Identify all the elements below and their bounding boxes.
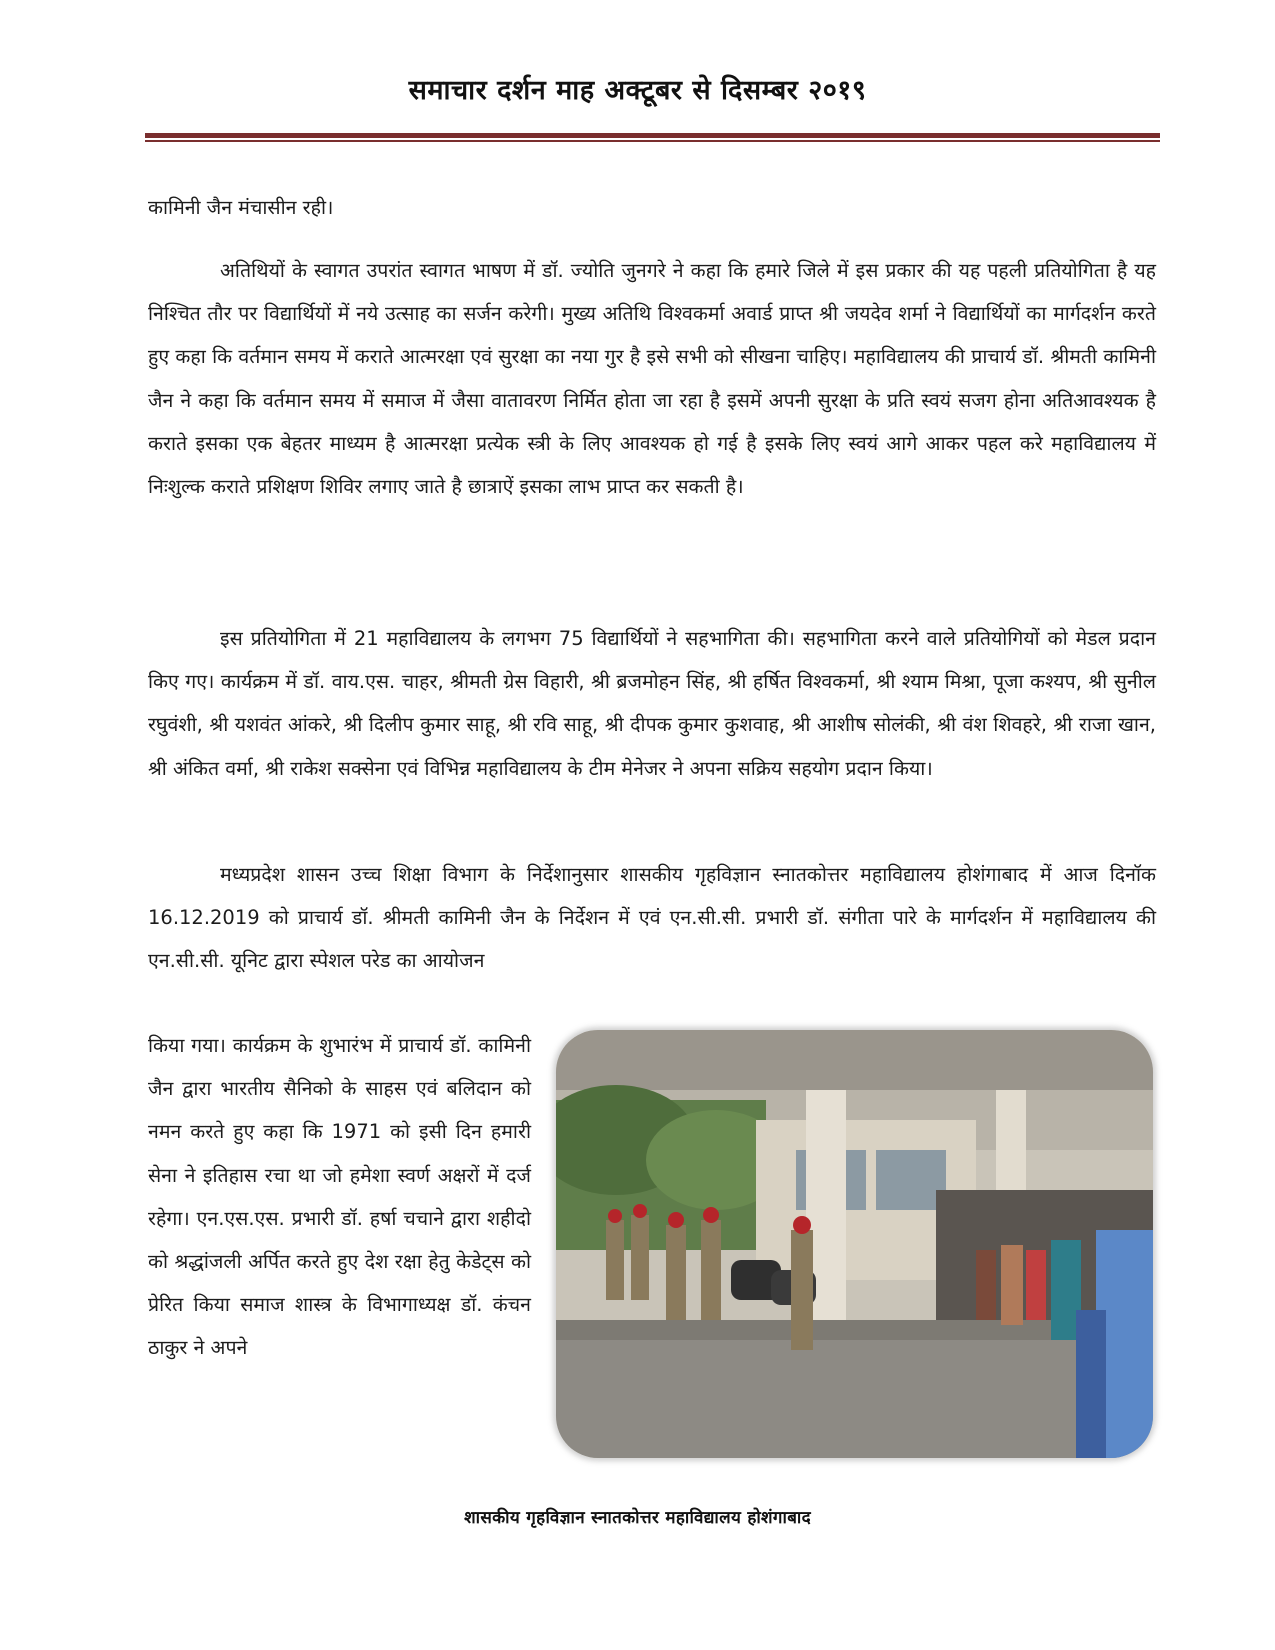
paragraph-welcome-speech: अतिथियों के स्वागत उपरांत स्वागत भाषण में डॉ. ज्योति जुनगरे ने कहा कि हमारे जिले में इस प्रकार की यह पहली प्रतियोगिता है यह निश्चित तौर पर विद्यार्थियों में नये उत्साह का सर्जन करेगी। मुख्य अतिथि विश्वकर्मा अवार्ड प्राप्त श्री जयदेव शर्मा ने विद्यार्थियों का मार्गदर्शन करते हुए कहा कि वर्तमान समय में कराते आत्मरक्षा एवं सुरक्षा का नया गुर है इसे सभी को सीखना चाहिए। महाविद्यालय की प्राचार्य डॉ. श्रीमती कामिनी जैन ने कहा कि वर्तमान समय में समाज में जैसा वातावरण निर्मित होता जा रहा है इसमें अपनी सुरक्षा के प्रति स्वयं सजग होना अतिआवश्यक है कराते इसका एक बेहतर माध्यम है आत्मरक्षा प्रत्येक स्त्री के लिए आवश्यक हो गई है इसके लिए स्वयं आगे आकर पहल करे महाविद्यालय में निःशुल्क कराते प्रशिक्षण शिविर लगाए जाते है छात्राऐं इसका लाभ प्राप्त कर सकती है।: [148, 259, 1156, 499]
paragraph-intro: कामिनी जैन मंचासीन रही।: [148, 196, 334, 219]
page-footer: शासकीय गृहविज्ञान स्नातकोत्तर महाविद्यालय होशंगाबाद: [464, 1508, 811, 1528]
ncc-parade-photo: [556, 1030, 1153, 1458]
header-rule-thick: [145, 133, 1160, 138]
paragraph-competition: इस प्रतियोगिता में 21 महाविद्यालय के लगभग 75 विद्यार्थियों ने सहभागिता की। सहभागिता करने वाले प्रतियोगियों को मेडल प्रदान किए गए। कार्यक्रम में डॉ. वाय.एस. चाहर, श्रीमती ग्रेस विहारी, श्री ब्रजमोहन सिंह, श्री हर्षित विश्वकर्मा, श्री श्याम मिश्रा, पूजा कश्यप, श्री सुनील रघुवंशी, श्री यशवंत आंकरे, श्री दिलीप कुमार साहू, श्री रवि साहू, श्री दीपक कुमार कुशवाह, श्री आशीष सोलंकी, श्री वंश शिवहरे, श्री राजा खान, श्री अंकित वर्मा, श्री राकेश सक्सेना एवं विभिन्न महाविद्यालय के टीम मेनेजर ने अपना सक्रिय सहयोग प्रदान किया।: [148, 627, 1156, 780]
paragraph-ncc-continued: किया गया। कार्यक्रम के शुभारंभ में प्राचार्य डॉ. कामिनी जैन द्वारा भारतीय सैनिको के साहस एवं बलिदान को नमन करते हुए कहा कि 1971 को इसी दिन हमारी सेना ने इतिहास रचा था जो हमेशा स्वर्ण अक्षरों में दर्ज रहेगा। एन.एस.एस. प्रभारी डॉ. हर्षा चचाने द्वारा शहीदो को श्रद्धांजली अर्पित करते हुए देश रक्षा हेतु केडेट्स को प्रेरित किया समाज शास्त्र के विभागाध्यक्ष डॉ. कंचन ठाकुर ने अपने: [148, 1034, 531, 1360]
header-rule-thin: [145, 140, 1160, 142]
paragraph-ncc-parade: मध्यप्रदेश शासन उच्च शिक्षा विभाग के निर्देशानुसार शासकीय गृहविज्ञान स्नातकोत्तर महाविद्यालय होशंगाबाद में आज दिनॉक 16.12.2019 को प्राचार्य डॉ. श्रीमती कामिनी जैन के निर्देशन में एवं एन.सी.सी. प्रभारी डॉ. संगीता पारे के मार्गदर्शन में महाविद्यालय की एन.सी.सी. यूनिट द्वारा स्पेशल परेड का आयोजन: [148, 863, 1156, 973]
page-header-title: समाचार दर्शन माह अक्टूबर से दिसम्बर २०१९: [408, 75, 867, 106]
